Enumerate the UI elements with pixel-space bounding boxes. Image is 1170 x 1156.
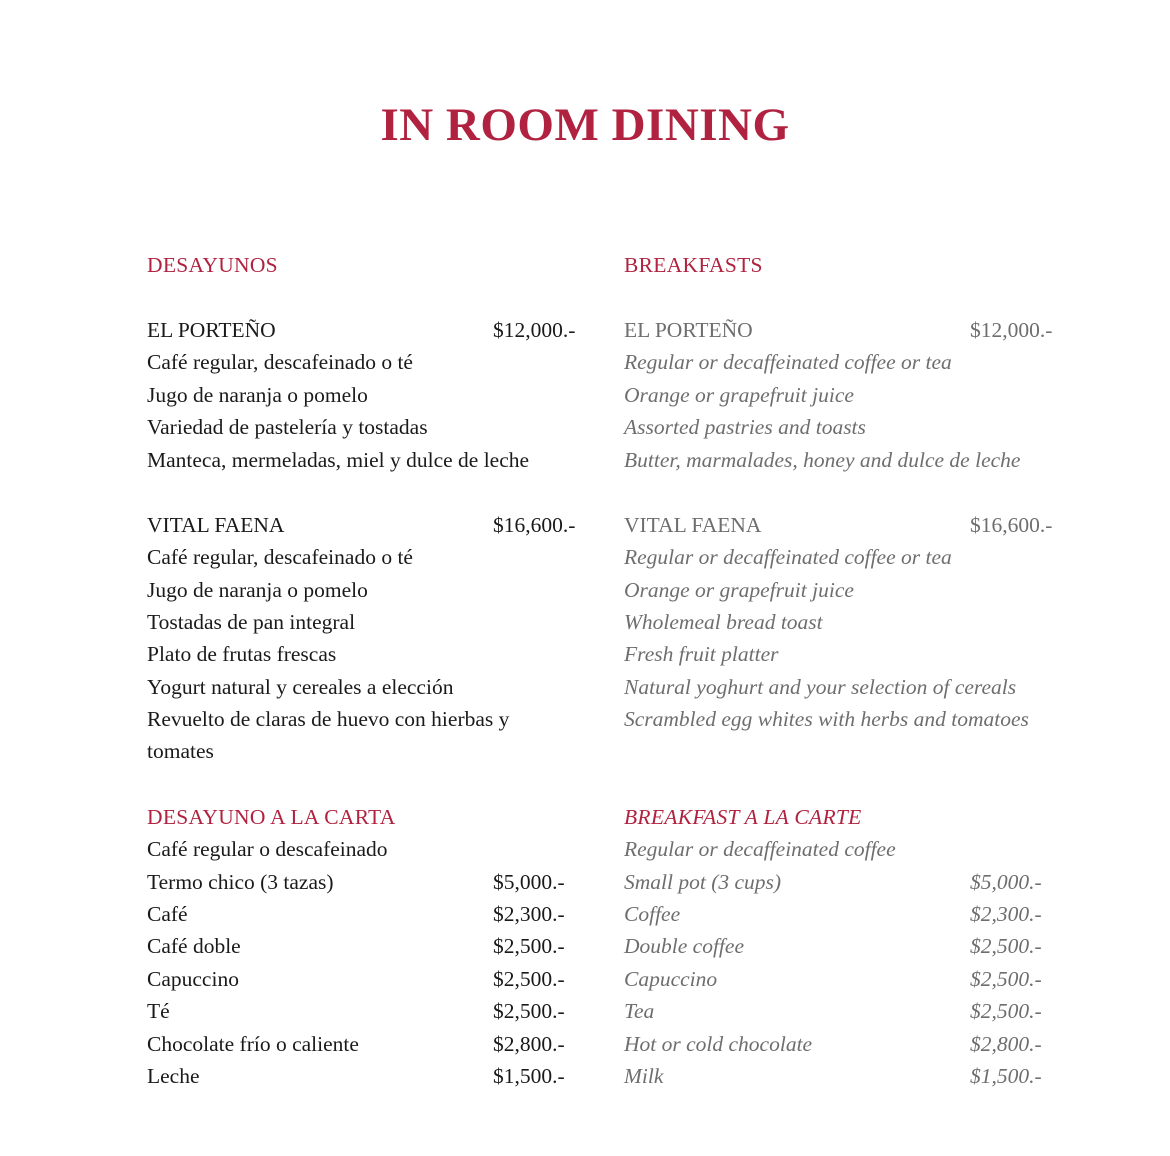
list-item-price: $2,500.-: [970, 967, 1042, 991]
list-item: [624, 930, 1064, 962]
list-item-name: Double coffee: [624, 934, 744, 958]
list-item: [147, 1028, 587, 1060]
menu-item-detail: Regular or decaffeinated coffee or tea: [624, 350, 952, 374]
menu-item-detail: Assorted pastries and toasts: [624, 415, 866, 439]
menu-item-detail: Regular or decaffeinated coffee or tea: [624, 545, 952, 569]
list-item-name: Café: [147, 902, 188, 926]
menu-item-detail: Café regular, descafeinado o té: [147, 545, 413, 569]
list-item-price: $5,000.-: [970, 870, 1042, 894]
list-item: [624, 898, 1064, 930]
menu-item-name: EL PORTEÑO: [147, 318, 276, 342]
list-item-name: Té: [147, 999, 170, 1023]
menu-item-detail: Scrambled egg whites with herbs and tomatoes: [624, 707, 1029, 731]
menu-item-detail: Variedad de pastelería y tostadas: [147, 415, 428, 439]
menu-item-name: VITAL FAENA: [147, 513, 285, 537]
list-item-name: Capuccino: [147, 967, 239, 991]
list-item-price: $2,800.-: [493, 1032, 565, 1056]
menu-item-name: EL PORTEÑO: [624, 318, 753, 342]
list-item-name: Café doble: [147, 934, 241, 958]
list-item-price: $2,500.-: [970, 999, 1042, 1023]
a-la-carta-subheading: Café regular o descafeinado: [147, 837, 388, 861]
menu-item-detail: Manteca, mermeladas, miel y dulce de leche: [147, 448, 530, 472]
menu-item-price: $16,600.-: [493, 513, 576, 537]
menu-item-detail: Revuelto de claras de huevo con hierbas y tomates: [147, 707, 510, 763]
list-item: [624, 1028, 1064, 1060]
menu-item-name: VITAL FAENA: [624, 513, 762, 537]
desayunos-heading: DESAYUNOS: [147, 253, 278, 277]
list-item-price: $2,500.-: [970, 934, 1042, 958]
menu-item-detail: Orange or grapefruit juice: [624, 383, 854, 407]
menu-item-price: $12,000.-: [493, 318, 576, 342]
list-item-name: Tea: [624, 999, 655, 1023]
list-item-price: $2,500.-: [493, 934, 565, 958]
list-item-name: Leche: [147, 1064, 200, 1088]
menu-item-el-porteno: [624, 314, 1064, 346]
menu-item-detail: Orange or grapefruit juice: [624, 578, 854, 602]
list-item-price: $2,300.-: [493, 902, 565, 926]
list-item-name: Milk: [624, 1064, 664, 1088]
menu-item-detail: Café regular, descafeinado o té: [147, 350, 413, 374]
list-item: [147, 866, 587, 898]
list-item-price: $2,500.-: [493, 999, 565, 1023]
list-item-name: Hot or cold chocolate: [624, 1032, 813, 1056]
menu-item-price: $16,600.-: [970, 513, 1053, 537]
list-item-name: Termo chico (3 tazas): [147, 870, 334, 894]
list-item: [147, 930, 587, 962]
list-item-name: Coffee: [624, 902, 681, 926]
menu-item-vital-faena: [147, 509, 587, 541]
list-item-price: $2,500.-: [493, 967, 565, 991]
list-item: [624, 963, 1064, 995]
menu-item-detail: Jugo de naranja o pomelo: [147, 383, 368, 407]
menu-item-detail: Natural yoghurt and your selection of cereals: [624, 675, 1017, 699]
menu-item-el-porteno: [147, 314, 587, 346]
list-item-price: $5,000.-: [493, 870, 565, 894]
a-la-carte-subheading: Regular or decaffeinated coffee: [624, 837, 896, 861]
list-item: [624, 866, 1064, 898]
list-item: [147, 963, 587, 995]
list-item-price: $2,300.-: [970, 902, 1042, 926]
breakfast-a-la-carte-heading: BREAKFAST A LA CARTE: [624, 805, 862, 829]
menu-item-detail: Butter, marmalades, honey and dulce de leche: [624, 448, 1021, 472]
menu-item-detail: Jugo de naranja o pomelo: [147, 578, 368, 602]
menu-item-detail: Tostadas de pan integral: [147, 610, 356, 634]
list-item-price: $2,800.-: [970, 1032, 1042, 1056]
menu-item-detail: Fresh fruit platter: [624, 642, 779, 666]
list-item: [147, 1060, 587, 1092]
desayuno-a-la-carta-heading: DESAYUNO A LA CARTA: [147, 805, 396, 829]
breakfasts-heading: BREAKFASTS: [624, 253, 763, 277]
list-item-price: $1,500.-: [970, 1064, 1042, 1088]
menu-item-detail: Plato de frutas frescas: [147, 642, 337, 666]
menu-item-detail: Wholemeal bread toast: [624, 610, 823, 634]
list-item-name: Capuccino: [624, 967, 718, 991]
menu-item-price: $12,000.-: [970, 318, 1053, 342]
menu-item-vital-faena: [624, 509, 1064, 541]
list-item: [624, 1060, 1064, 1092]
list-item-name: Chocolate frío o caliente: [147, 1032, 359, 1056]
list-item-price: $1,500.-: [493, 1064, 565, 1088]
menu-item-detail: Yogurt natural y cereales a elección: [147, 675, 454, 699]
list-item-name: Small pot (3 cups): [624, 870, 782, 894]
list-item: [147, 898, 587, 930]
list-item: [624, 995, 1064, 1027]
list-item: [147, 995, 587, 1027]
page-title: IN ROOM DINING: [380, 99, 790, 151]
